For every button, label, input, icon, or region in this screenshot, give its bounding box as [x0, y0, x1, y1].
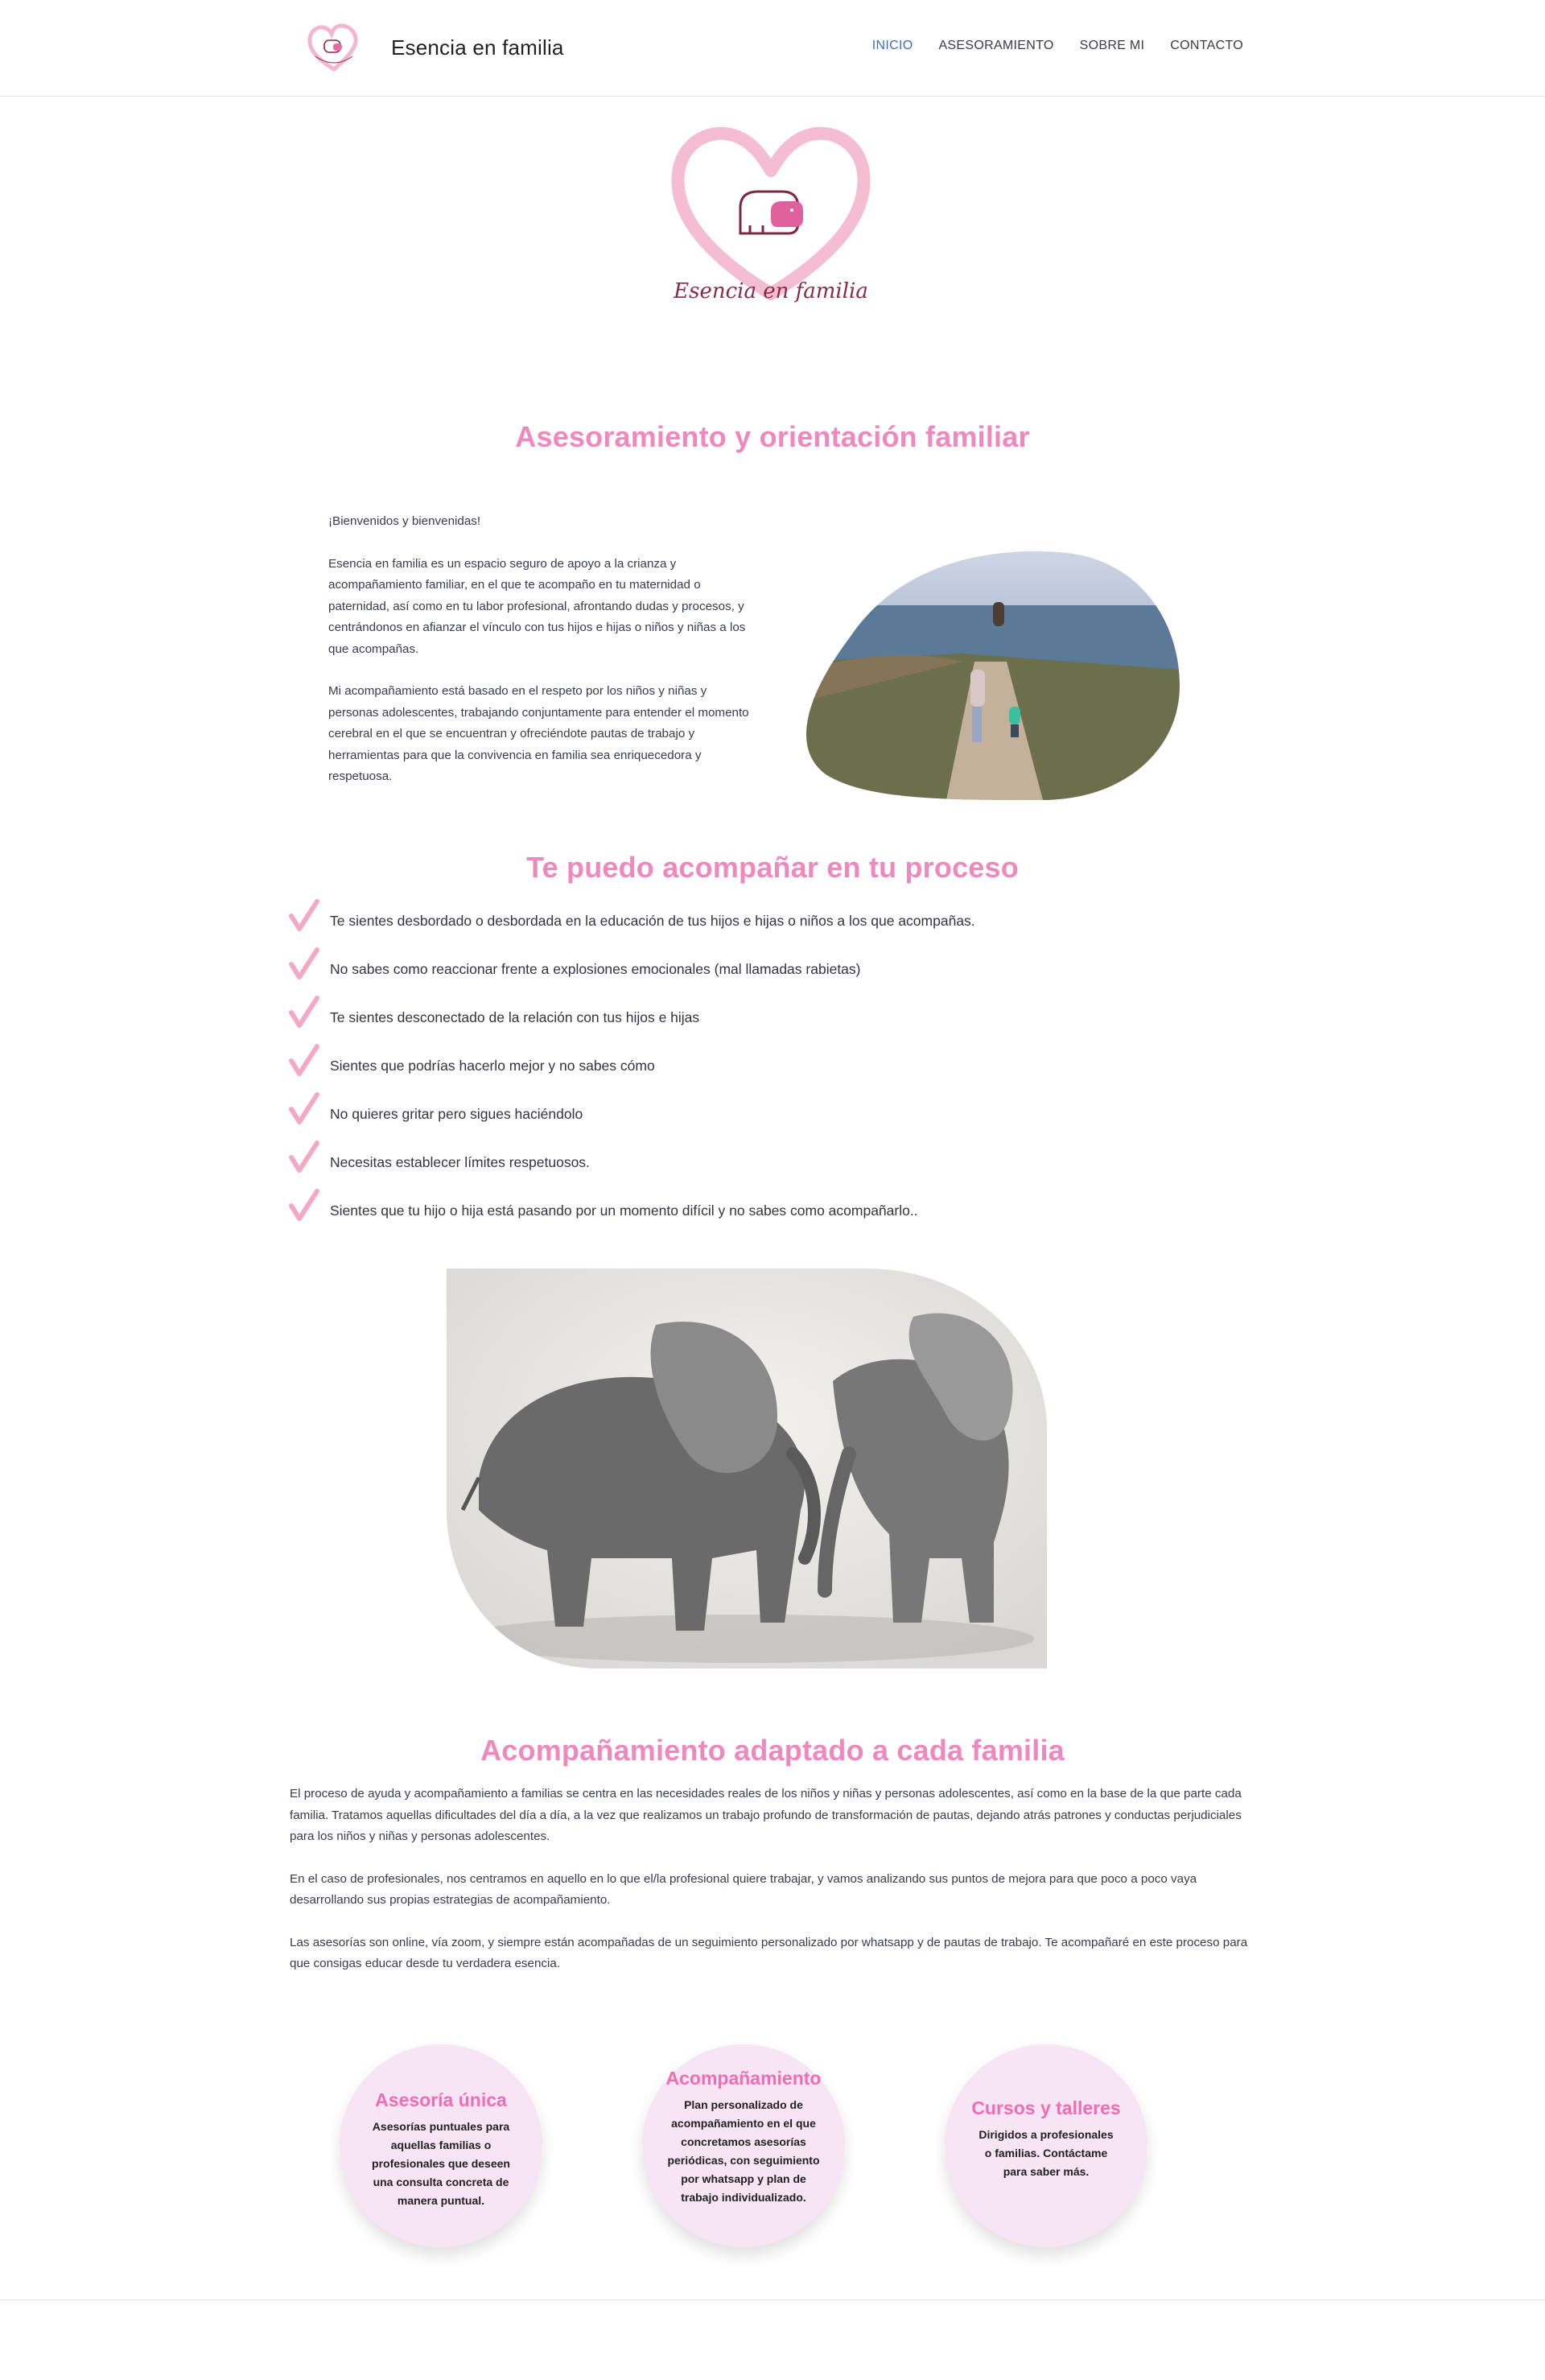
adapted-text [290, 1784, 1255, 1996]
adapted-title: Acompañamiento adaptado a cada familia [480, 1734, 1065, 1767]
service-card-asesoria[interactable] [340, 2044, 542, 2247]
intro-paragraph-1: Esencia en familia es un espacio seguro de apoyo a la crianza y acompañamiento familiar, en el que te acompaño en tu maternidad o paternidad, así como en tu labor profesional, afrontando dudas y procesos, y centrándonos en afianzar el vínculo con tus hijos e hijas o niños y niñas a los que acompañas. [328, 556, 746, 656]
check-icon [288, 1091, 320, 1125]
check-icon [288, 1140, 320, 1174]
nav-contacto[interactable]: CONTACTO [1170, 39, 1243, 52]
list-item [288, 1046, 1254, 1095]
elephant-icon [740, 192, 803, 233]
service-text: Dirigidos a profesionales o familias. Contáctame para saber más. [978, 2128, 1114, 2178]
nav-sobre-mi[interactable]: SOBRE MI [1079, 39, 1145, 52]
list-item [288, 950, 1254, 998]
list-item [288, 1095, 1254, 1143]
service-title: Asesoría única [375, 2089, 507, 2110]
adapted-paragraph-1: El proceso de ayuda y acompañamiento a familias se centra en las necesidades reales de los niños y niñas y personas adolescentes, así como en la base de la que parte cada familia. Tratamos aquellas dificultades del día a día, a la vez que realizamos un trabajo profundo de transformación de pautas, dejando atrás patrones y conductas perjudiciales para los niños y niñas y personas adolescentes. [290, 1787, 1242, 1843]
list-item-text: No quieres gritar pero sigues haciéndolo [330, 1106, 583, 1122]
service-title: Cursos y talleres [971, 2097, 1121, 2118]
elephants-image [447, 1268, 1047, 1668]
list-item [288, 901, 1254, 950]
adapted-paragraph-3: Las asesorías son online, vía zoom, y siempre están acompañadas de un seguimiento personalizado por whatsapp y de pautas de trabajo. Te acompañaré en este proceso para que consigas educar desde tu verdadera esencia. [290, 1935, 1248, 1970]
process-title: Te puedo acompañar en tu proceso [526, 851, 1019, 884]
adapted-paragraph-2: En el caso de profesionales, nos centramos en aquello en lo que el/la profesional quiere trabajar, y vamos analizando sus puntos de mejora para que poco a poco vaya desarrollando sus propias estrategias de acompañamiento. [290, 1871, 1197, 1907]
beach-walk-image [801, 549, 1180, 800]
nav-inicio[interactable]: INICIO [871, 39, 913, 52]
site-header [0, 0, 1545, 97]
list-item-text: Te sientes desconectado de la relación con tus hijos e hijas [330, 1009, 700, 1025]
list-item [288, 998, 1254, 1046]
list-item-text: Sientes que podrías hacerlo mejor y no sabes cómo [330, 1058, 655, 1074]
check-icon [288, 1043, 320, 1077]
list-item [288, 1143, 1254, 1191]
intro-title: Asesoramiento y orientación familiar [515, 420, 1030, 453]
intro-paragraph-2: Mi acompañamiento está basado en el respeto por los niños y niñas y personas adolescentes, trabajando conjuntamente para entender el momento cerebral en el que se encuentran y ofreciéndote pautas de trabajo y herramientas para que la convivencia en familia sea enriquecedora y respetuosa. [328, 684, 749, 783]
service-text: Plan personalizado de acompañamiento en el que concretamos asesorías periódicas, con seguimiento por whatsapp y plan de trabajo individualizado. [667, 2098, 820, 2204]
site-name[interactable]: Esencia en familia [391, 35, 564, 60]
service-title: Acompañamiento [665, 2068, 822, 2089]
hero-logo-text: Esencia en familia [674, 279, 868, 303]
process-checklist [288, 901, 1254, 1239]
nav-asesoramiento[interactable]: ASESORAMIENTO [938, 39, 1054, 52]
service-card-acompanamiento[interactable] [642, 2044, 845, 2247]
main-nav [847, 39, 1243, 53]
check-icon [288, 995, 320, 1029]
service-text: Asesorías puntuales para aquellas familias o profesionales que deseen una consulta concreta de manera puntual. [372, 2120, 510, 2207]
list-item-text: No sabes como reaccionar frente a explosiones emocionales (mal llamadas rabietas) [330, 961, 861, 977]
list-item [288, 1191, 1254, 1239]
check-icon [288, 947, 320, 980]
intro-text [328, 511, 760, 809]
list-item-text: Sientes que tu hijo o hija está pasando por un momento difícil y no sabes como acompañarlo.. [330, 1202, 918, 1219]
hero-logo [650, 113, 892, 314]
brand-logo-icon[interactable] [304, 21, 364, 74]
service-card-cursos[interactable] [945, 2044, 1147, 2247]
check-icon [288, 898, 320, 932]
list-item-text: Necesitas establecer límites respetuosos. [330, 1154, 590, 1170]
list-item-text: Te sientes desbordado o desbordada en la educación de tus hijos e hijas o niños a los que acompañas. [330, 913, 975, 929]
intro-greeting: ¡Bienvenidos y bienvenidas! [328, 514, 481, 528]
check-icon [288, 1188, 320, 1222]
brand[interactable] [304, 14, 564, 81]
